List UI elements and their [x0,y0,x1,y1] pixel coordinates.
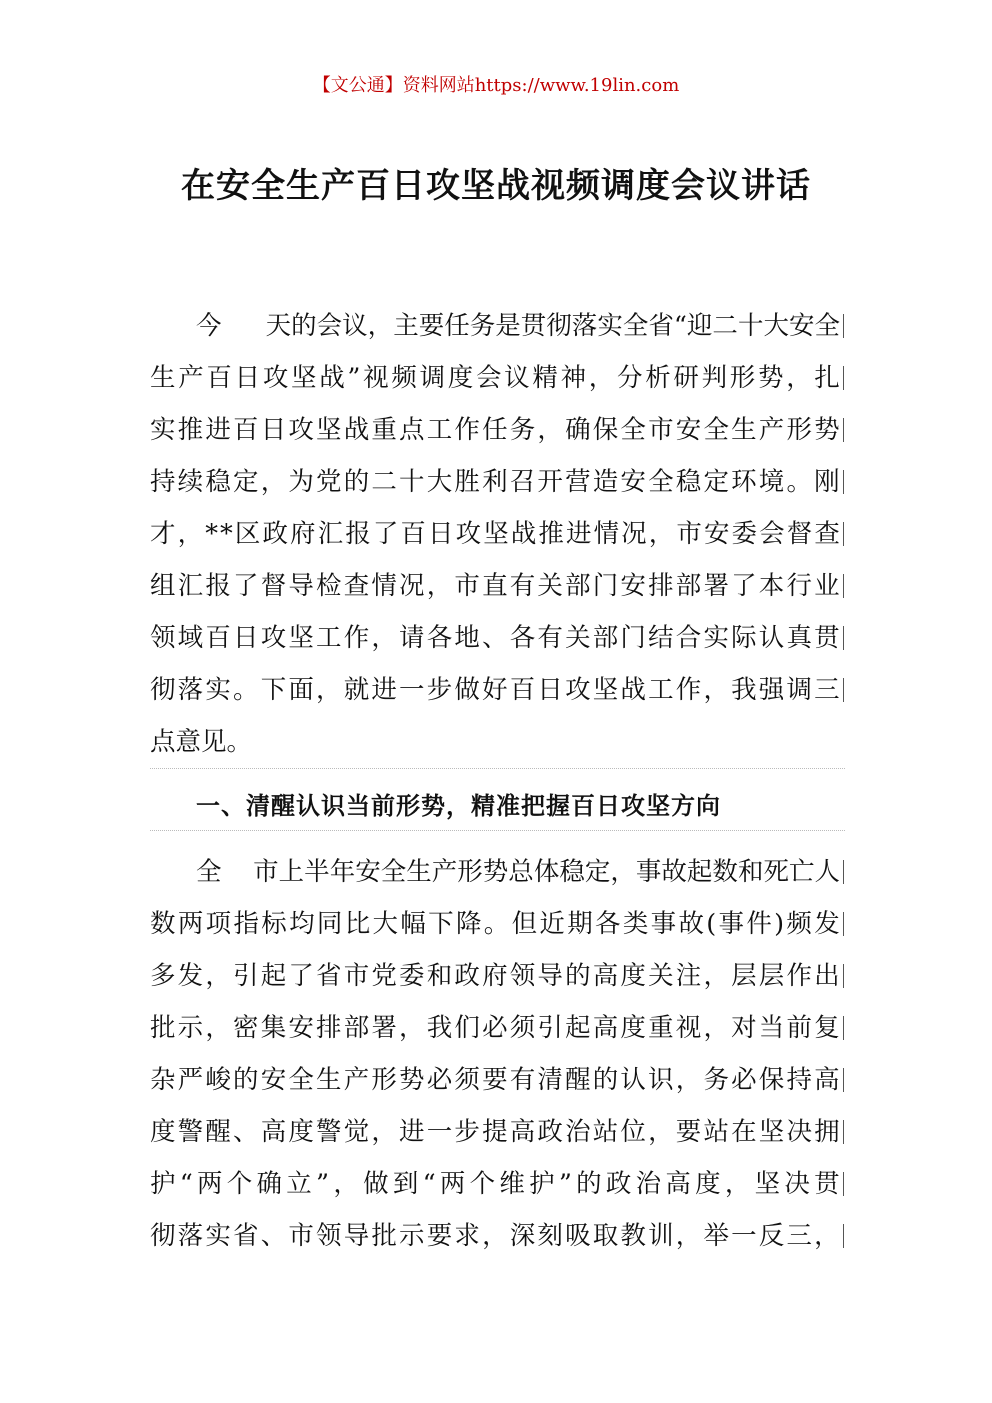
paragraph-line: 彻 落 实 。 下 面 ， 就 进 一 步 做 好 百 日 攻 坚 战 工 作 ， 我 强 调 三 [150,664,840,716]
paragraph-divider [150,830,845,831]
paragraph-line: 多 发 ， 引 起 了 省 市 党 委 和 政 府 领 导 的 高 度 关 注 ， 层 层 作 出 [150,950,840,1002]
paragraph-line: 全 市 上 半 年 安 全 生 产 形 势 总 体 稳 定 ， 事 故 起 数 和 死 亡 人 [150,846,840,898]
document-title: 在安全生产百日攻坚战视频调度会议讲话 [181,166,811,206]
paragraph-line: 点意见。 [150,727,253,757]
paragraph-line: 领 域 百 日 攻 坚 工 作 ， 请 各 地 、 各 有 关 部 门 结 合 实 际 认 真 贯 [150,612,840,664]
paragraph-2 [150,846,840,1262]
paragraph-line: 生 产 百 日 攻 坚 战 ” 视 频 调 度 会 议 精 神 ， 分 析 研 判 形 势 ， 扎 [150,352,840,404]
paragraph-line: 组 汇 报 了 督 导 检 查 情 况 ， 市 直 有 关 部 门 安 排 部 署 了 本 行 业 [150,560,840,612]
paragraph-line: 彻 落 实 省 、 市 领 导 批 示 要 求 ， 深 刻 吸 取 教 训 ， 举 一 反 三 ， [150,1210,840,1262]
paragraph-divider [150,768,845,769]
paragraph-line: 持 续 稳 定 ， 为 党 的 二 十 大 胜 利 召 开 营 造 安 全 稳 定 环 境 。 刚 [150,456,840,508]
paragraph-line: 才 ， * * 区 政 府 汇 报 了 百 日 攻 坚 战 推 进 情 况 ， 市 安 委 会 督 查 [150,508,840,560]
section-heading-1: 一、清醒认识当前形势，精准把握百日攻坚方向 [196,792,721,820]
header-website-link[interactable]: 【文公通】资料网站https://www.19lin.com [312,75,680,96]
paragraph-line: 实 推 进 百 日 攻 坚 战 重 点 工 作 任 务 ， 确 保 全 市 安 全 生 产 形 势 [150,404,840,456]
paragraph-line: 批 示 ， 密 集 安 排 部 署 ， 我 们 必 须 引 起 高 度 重 视 ， 对 当 前 复 [150,1002,840,1054]
paragraph-line: 今 天 的 会 议 ， 主 要 任 务 是 贯 彻 落 实 全 省 “ 迎 二 十 大 安 全 [150,300,840,352]
paragraph-line: 数 两 项 指 标 均 同 比 大 幅 下 降 。 但 近 期 各 类 事 故 ( 事 件 ) 频 发 [150,898,840,950]
paragraph-line: 度 警 醒 、 高 度 警 觉 ， 进 一 步 提 高 政 治 站 位 ， 要 站 在 坚 决 拥 [150,1106,840,1158]
paragraph-line: 杂 严 峻 的 安 全 生 产 形 势 必 须 要 有 清 醒 的 认 识 ， 务 必 保 持 高 [150,1054,840,1106]
paragraph-line: 护 “ 两 个 确 立 ” ， 做 到 “ 两 个 维 护 ” 的 政 治 高 度 ， 坚 决 贯 [150,1158,840,1210]
paragraph-1 [150,300,840,768]
